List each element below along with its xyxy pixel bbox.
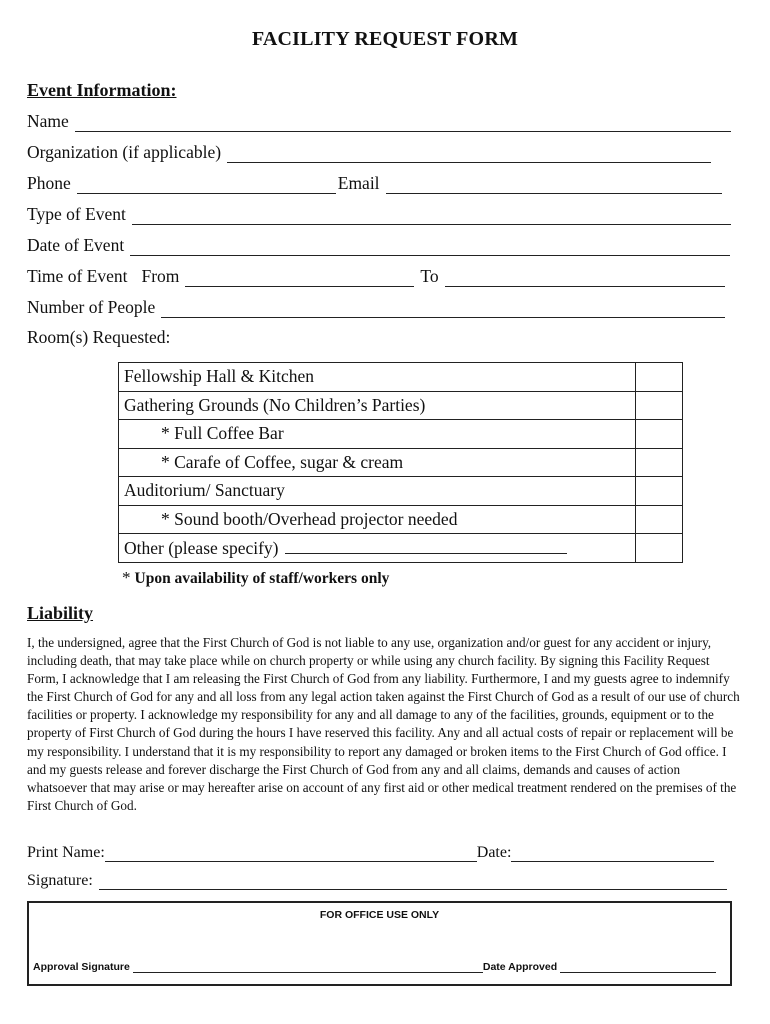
event-information-heading: Event Information: [27, 80, 177, 100]
rooms-table [118, 362, 683, 563]
type-of-event-row [27, 201, 731, 225]
print-name-field[interactable] [105, 846, 477, 862]
room-row [119, 363, 683, 392]
form-title: FACILITY REQUEST FORM [251, 28, 519, 50]
liability-heading: Liability [27, 603, 94, 623]
time-of-event-row [27, 263, 725, 287]
number-of-people-field[interactable] [161, 299, 725, 318]
phone-email-row [27, 170, 722, 194]
name-label: Name [27, 111, 69, 131]
to-label: To [420, 266, 439, 286]
availability-note [122, 568, 389, 588]
office-use-box [27, 901, 732, 986]
name-field[interactable] [75, 113, 731, 132]
email-label: Email [337, 173, 380, 193]
type-of-event-label: Type of Event [27, 204, 126, 224]
room-label: Gathering Grounds (No Children’s Parties) [119, 391, 636, 420]
room-label: Auditorium/ Sanctuary [119, 477, 636, 506]
other-room-cell [119, 534, 636, 563]
room-row [119, 448, 683, 477]
number-of-people-row [27, 294, 725, 318]
room-checkbox[interactable] [636, 477, 683, 506]
room-label: Fellowship Hall & Kitchen [119, 363, 636, 392]
room-checkbox[interactable] [636, 448, 683, 477]
other-room-field[interactable] [285, 537, 567, 554]
print-name-label: Print Name: [27, 844, 105, 861]
room-checkbox[interactable] [636, 363, 683, 392]
phone-label: Phone [27, 173, 71, 193]
date-of-event-row [27, 232, 730, 256]
room-checkbox[interactable] [636, 534, 683, 563]
date-approved-label: Date Approved [482, 961, 558, 973]
room-row [119, 477, 683, 506]
availability-star: * [122, 568, 131, 587]
number-of-people-label: Number of People [27, 297, 156, 317]
office-use-title: FOR OFFICE USE ONLY [319, 909, 440, 921]
room-checkbox[interactable] [636, 391, 683, 420]
date-of-event-label: Date of Event [27, 235, 125, 255]
email-field[interactable] [386, 175, 722, 194]
room-row [119, 391, 683, 420]
organization-row [27, 139, 711, 163]
phone-field[interactable] [77, 175, 336, 194]
time-of-event-label: Time of Event [27, 266, 128, 286]
date-label: Date: [476, 844, 512, 861]
room-label: * Full Coffee Bar [119, 420, 636, 449]
room-row [119, 534, 683, 563]
room-checkbox[interactable] [636, 420, 683, 449]
type-of-event-field[interactable] [132, 206, 731, 225]
availability-note-text: Upon availability of staff/workers only [134, 570, 390, 587]
name-row [27, 108, 731, 132]
approval-signature-field[interactable] [133, 962, 483, 973]
date-field[interactable] [511, 846, 714, 862]
rooms-requested-row [27, 324, 170, 348]
signature-label: Signature: [27, 872, 93, 889]
room-row [119, 505, 683, 534]
time-to-field[interactable] [445, 268, 725, 287]
room-checkbox[interactable] [636, 505, 683, 534]
room-label: * Carafe of Coffee, sugar & cream [119, 448, 636, 477]
time-from-field[interactable] [185, 268, 414, 287]
date-approved-field[interactable] [560, 962, 716, 973]
room-label: * Sound booth/Overhead projector needed [119, 505, 636, 534]
room-row [119, 420, 683, 449]
organization-label: Organization (if applicable) [27, 142, 222, 162]
organization-field[interactable] [227, 144, 711, 163]
approval-row [33, 961, 716, 973]
signature-row [27, 866, 727, 890]
print-name-row [27, 838, 714, 862]
from-label: From [141, 266, 180, 286]
date-of-event-field[interactable] [130, 237, 730, 256]
liability-paragraph: I, the undersigned, agree that the First Church of God is not liable to any use, organization and/or guest for any accident or injury, including death, that may take place while on church property or while using any church facility. By signing this Facility Request Form, I acknowledge that I am releasing the First Church of God from any liability. Furthermore, I and my guests agree to indemnify the First Church of God for any and all loss from any legal action taken against the First Church of God as a result of our use of church facilities or property. I acknowledge my responsibility for any and all damage to any of the facilities, grounds, equipment or to the property of First Church of God during the hours I have reserved this facility. Any and all actual costs of repair or replacement will be my responsibility. I understand that it is my responsibility to report any damaged or broken items to the First Church of God office. I and my guests release and forever discharge the First Church of God from any and all claims, demands and causes of action whatsoever that may arise or may hereafter arise on account of any first aid or other medical treatment rendered on the premises of the First Church of God. [27, 635, 740, 813]
signature-field[interactable] [99, 874, 727, 890]
rooms-requested-label: Room(s) Requested: [27, 327, 171, 347]
approval-signature-label: Approval Signature [33, 961, 130, 973]
other-room-label: Other (please specify) [124, 537, 279, 558]
